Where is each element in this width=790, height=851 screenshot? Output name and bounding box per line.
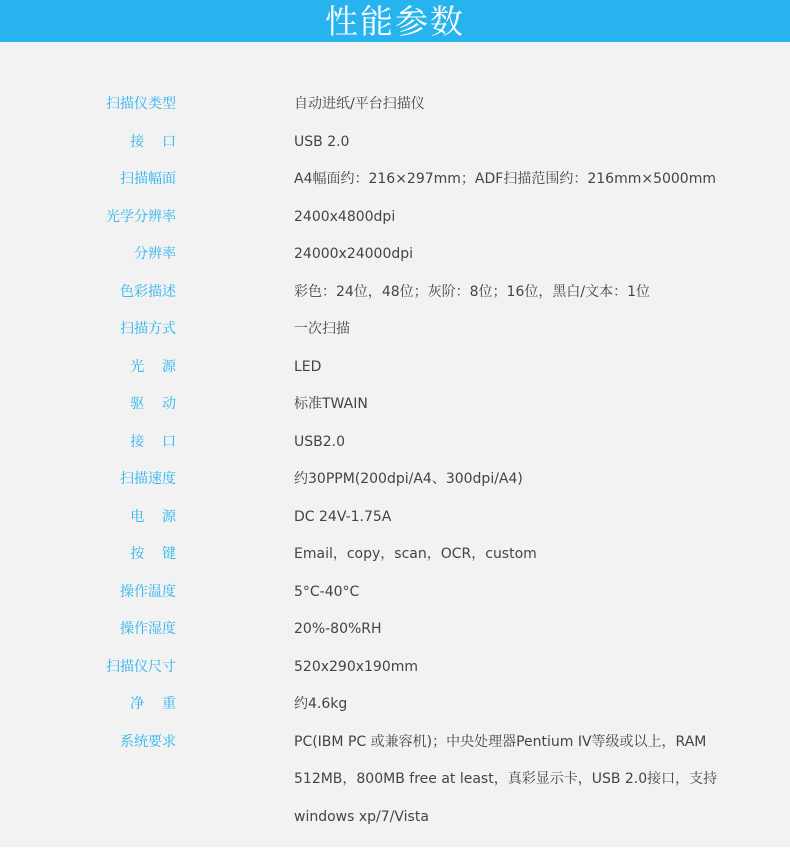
spec-row-system-requirements <box>0 724 790 837</box>
spec-value: 24000x24000dpi <box>294 246 414 262</box>
spec-value: 约4.6kg <box>294 696 348 712</box>
spec-row <box>0 686 790 724</box>
spec-row <box>0 536 790 574</box>
spec-row <box>0 649 790 687</box>
spec-label: 光学分辨率 <box>106 208 176 225</box>
requirements-line: 512MB，800MB free at least，真彩显示卡，USB 2.0接口，支持 <box>294 771 718 787</box>
spec-row <box>0 86 790 124</box>
spec-label: 色彩描述 <box>120 283 176 300</box>
spec-value: 520x290x190mm <box>294 658 419 675</box>
spec-value: USB 2.0 <box>294 133 350 150</box>
spec-value: 彩色：24位，48位；灰阶：8位；16位，黑白/文本：1位 <box>294 283 650 300</box>
spec-value-system-requirements <box>294 724 734 837</box>
spec-row <box>0 386 790 424</box>
spec-panel <box>0 42 790 847</box>
spec-value: 标准TWAIN <box>294 396 368 412</box>
spec-label: 净 重 <box>130 696 176 712</box>
spec-label: 驱 动 <box>130 396 176 412</box>
spec-label: 扫描仪类型 <box>106 96 176 112</box>
bottom-edge <box>0 847 790 851</box>
spec-label: 操作湿度 <box>120 621 176 637</box>
spec-value: DC 24V-1.75A <box>294 508 392 525</box>
spec-label: 电 源 <box>130 508 176 525</box>
spec-row <box>0 274 790 312</box>
spec-label: 扫描速度 <box>120 471 176 487</box>
spec-row <box>0 311 790 349</box>
spec-value: USB2.0 <box>294 433 346 450</box>
spec-label: 扫描方式 <box>120 321 176 337</box>
spec-label: 光 源 <box>130 358 176 375</box>
spec-value: LED <box>294 358 322 375</box>
spec-value: 20%-80%RH <box>294 621 382 637</box>
spec-value: 一次扫描 <box>294 321 350 337</box>
spec-value: 约30PPM(200dpi/A4、300dpi/A4) <box>294 471 523 487</box>
spec-row <box>0 461 790 499</box>
section-header-banner <box>0 0 790 42</box>
spec-row <box>0 574 790 612</box>
spec-row <box>0 199 790 237</box>
spec-value: 5°C-40°C <box>294 583 360 600</box>
spec-table <box>0 86 790 836</box>
spec-row <box>0 161 790 199</box>
spec-value: 2400x4800dpi <box>294 208 396 225</box>
spec-row <box>0 124 790 162</box>
requirements-line: PC(IBM PC 或兼容机)；中央处理器Pentium IV等级或以上，RAM <box>294 733 707 750</box>
spec-value: 自动进纸/平台扫描仪 <box>294 96 425 112</box>
spec-label: 按 键 <box>130 546 176 562</box>
spec-label: 操作温度 <box>120 583 176 600</box>
spec-value: Email，copy，scan，OCR，custom <box>294 546 537 562</box>
spec-row <box>0 236 790 274</box>
spec-row <box>0 499 790 537</box>
spec-label: 系统要求 <box>120 733 176 750</box>
spec-row <box>0 349 790 387</box>
spec-value: A4幅面约：216×297mm；ADF扫描范围约：216mm×5000mm <box>294 171 716 187</box>
section-title: 性能参数 <box>325 2 465 41</box>
spec-label: 接 口 <box>130 133 176 150</box>
requirements-line: windows xp/7/Vista <box>294 808 429 825</box>
spec-label: 扫描幅面 <box>120 171 176 187</box>
spec-label: 接 口 <box>130 433 176 450</box>
spec-row <box>0 424 790 462</box>
spec-label: 扫描仪尺寸 <box>106 658 176 675</box>
spec-row <box>0 611 790 649</box>
spec-label: 分辨率 <box>134 246 176 262</box>
